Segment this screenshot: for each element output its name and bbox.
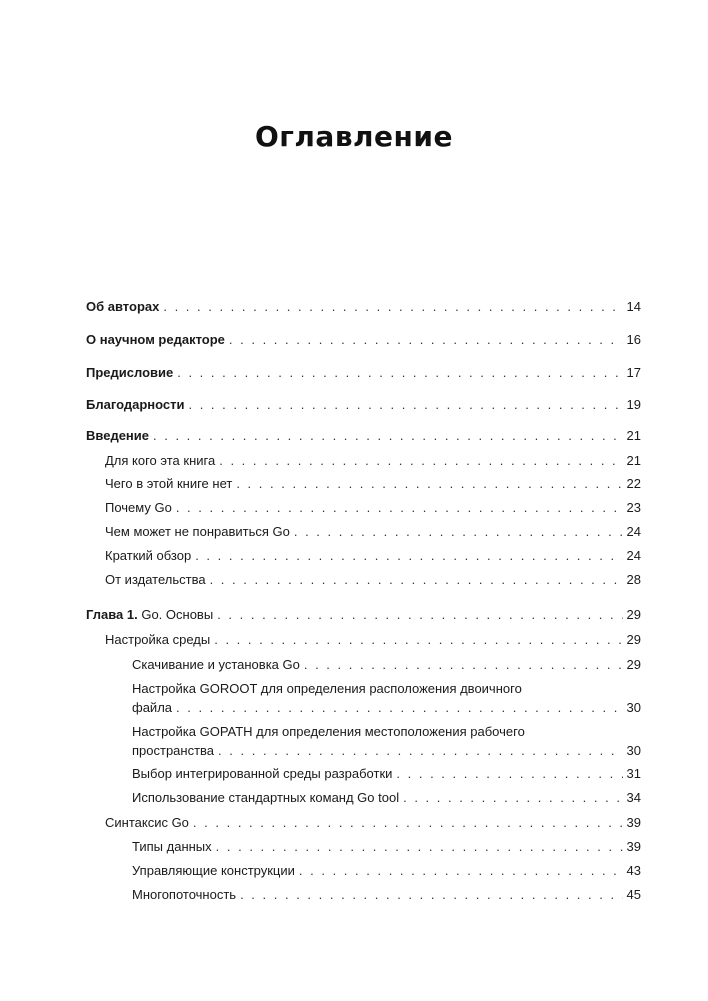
leader-dots bbox=[188, 395, 622, 414]
leader-dots bbox=[216, 837, 623, 856]
toc-page-number: 21 bbox=[626, 428, 641, 443]
toc-entry-label: файла bbox=[132, 700, 173, 715]
leader-dots bbox=[219, 451, 622, 470]
toc-page-number: 19 bbox=[626, 397, 641, 412]
toc-entry-env-setup[interactable] bbox=[105, 630, 641, 649]
toc-entry-science-editor[interactable] bbox=[86, 330, 641, 349]
toc-entry-label: Управляющие конструкции bbox=[132, 863, 295, 878]
toc-entry-audience[interactable] bbox=[105, 451, 641, 470]
toc-entry-label-line1: Настройка GOPATH для определения местоположения рабочего bbox=[132, 724, 525, 739]
toc-entry-control-flow[interactable] bbox=[132, 861, 641, 880]
toc-page-number: 29 bbox=[626, 607, 641, 622]
toc-entry-preface[interactable] bbox=[86, 363, 641, 382]
toc-entry-syntax[interactable] bbox=[105, 813, 641, 832]
toc-entry-label: Использование стандартных команд Go tool bbox=[132, 790, 400, 805]
toc-entry-chapter-1[interactable] bbox=[86, 605, 641, 624]
leader-dots bbox=[176, 498, 623, 517]
leader-dots bbox=[229, 330, 623, 349]
toc-entry-label: пространства bbox=[132, 743, 215, 758]
toc-page-number: 21 bbox=[626, 453, 641, 468]
toc-entry-gopath[interactable] bbox=[132, 722, 641, 760]
toc-page-number: 16 bbox=[626, 332, 641, 347]
toc-page-number: 23 bbox=[626, 500, 641, 515]
toc-page-number: 31 bbox=[626, 766, 641, 781]
leader-dots bbox=[176, 698, 623, 717]
toc-page-number: 30 bbox=[626, 700, 641, 715]
leader-dots bbox=[217, 605, 622, 624]
chapter-number: Глава 1. bbox=[86, 607, 138, 622]
toc-entry-label: Синтаксис Go bbox=[105, 815, 189, 830]
toc-entry-label: Настройка среды bbox=[105, 632, 211, 647]
toc-page-number: 28 bbox=[626, 572, 641, 587]
toc-page-number: 24 bbox=[626, 548, 641, 563]
toc-page-number: 17 bbox=[626, 365, 641, 380]
chapter-title: Go. Основы bbox=[141, 607, 214, 622]
toc-entry-about-authors[interactable] bbox=[86, 297, 641, 316]
toc-page-number: 39 bbox=[626, 839, 641, 854]
toc-entry-goroot[interactable] bbox=[132, 679, 641, 717]
leader-dots bbox=[396, 764, 622, 783]
leader-dots bbox=[294, 522, 623, 541]
toc-entry-go-dislikes[interactable] bbox=[105, 522, 641, 541]
toc-page-number: 34 bbox=[626, 790, 641, 805]
leader-dots bbox=[195, 546, 622, 565]
toc-entry-label: Благодарности bbox=[86, 397, 185, 412]
toc-page-number: 29 bbox=[626, 657, 641, 672]
toc-entry-overview[interactable] bbox=[105, 546, 641, 565]
toc-page-number: 30 bbox=[626, 743, 641, 758]
toc-entry-label: Многопоточность bbox=[132, 887, 237, 902]
leader-dots bbox=[240, 885, 622, 904]
toc-entry-go-tool[interactable] bbox=[132, 788, 641, 807]
toc-page-number: 43 bbox=[626, 863, 641, 878]
leader-dots bbox=[210, 570, 623, 589]
leader-dots bbox=[163, 297, 622, 316]
toc-entry-download-install[interactable] bbox=[132, 655, 641, 674]
leader-dots bbox=[214, 630, 622, 649]
toc-entry-label: О научном редакторе bbox=[86, 332, 225, 347]
toc-entry-label: Для кого эта книга bbox=[105, 453, 216, 468]
toc-entry-label: Скачивание и установка Go bbox=[132, 657, 300, 672]
leader-dots bbox=[299, 861, 623, 880]
leader-dots bbox=[304, 655, 623, 674]
toc-page-number: 14 bbox=[626, 299, 641, 314]
toc-entry-label: Чем может не понравиться Go bbox=[105, 524, 290, 539]
leader-dots bbox=[236, 474, 622, 493]
toc-entry-data-types[interactable] bbox=[132, 837, 641, 856]
toc-entry-label: От издательства bbox=[105, 572, 206, 587]
toc-entry-label: Чего в этой книге нет bbox=[105, 476, 233, 491]
toc-entry-concurrency[interactable] bbox=[132, 885, 641, 904]
toc-entry-label: Об авторах bbox=[86, 299, 160, 314]
toc-entry-label: Введение bbox=[86, 428, 149, 443]
leader-dots bbox=[177, 363, 622, 382]
toc-entry-label: Почему Go bbox=[105, 500, 172, 515]
toc-entry-acknowledgements[interactable] bbox=[86, 395, 641, 414]
toc-entry-label: Выбор интегрированной среды разработки bbox=[132, 766, 393, 781]
toc-page-number: 22 bbox=[626, 476, 641, 491]
toc-page-number: 45 bbox=[626, 887, 641, 902]
toc-entry-introduction[interactable] bbox=[86, 426, 641, 445]
toc-page-number: 29 bbox=[626, 632, 641, 647]
toc-entry-why-go[interactable] bbox=[105, 498, 641, 517]
toc-entry-label bbox=[86, 605, 213, 624]
leader-dots bbox=[153, 426, 623, 445]
leader-dots bbox=[403, 788, 622, 807]
page-title: Оглавление bbox=[254, 120, 453, 153]
leader-dots bbox=[193, 813, 623, 832]
toc-entry-not-in-book[interactable] bbox=[105, 474, 641, 493]
toc-entry-publisher[interactable] bbox=[105, 570, 641, 589]
toc-entry-ide[interactable] bbox=[132, 764, 641, 783]
toc-entry-label: Краткий обзор bbox=[105, 548, 192, 563]
leader-dots bbox=[218, 741, 622, 760]
toc-entry-label: Предисловие bbox=[86, 365, 174, 380]
toc-entry-label-line1: Настройка GOROOT для определения расположения двоичного bbox=[132, 681, 522, 696]
toc-page-number: 24 bbox=[626, 524, 641, 539]
toc-page-number: 39 bbox=[626, 815, 641, 830]
toc-entry-label: Типы данных bbox=[132, 839, 212, 854]
